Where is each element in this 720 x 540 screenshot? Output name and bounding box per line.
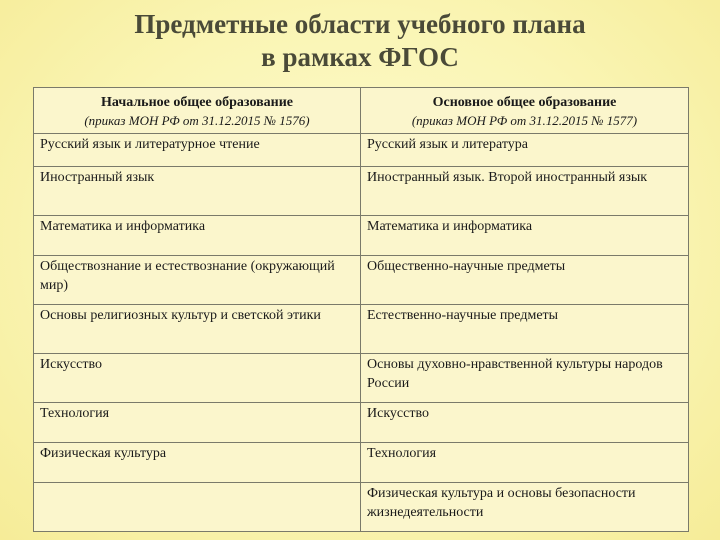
table-cell-basic: Общественно-научные предметы (361, 256, 689, 305)
column-header-basic (361, 88, 689, 134)
table-cell-basic: Основы духовно-нравственной культуры народов России (361, 354, 689, 403)
slide-title-line-1: Предметные области учебного плана (134, 9, 586, 39)
table-cell-primary: Математика и информатика (34, 216, 361, 256)
subject-areas-table (33, 87, 689, 532)
table-cell-primary: Иностранный язык (34, 167, 361, 216)
column-header-primary-order: (приказ МОН РФ от 31.12.2015 № 1576) (84, 113, 310, 128)
table-cell-basic: Иностранный язык. Второй иностранный язык (361, 167, 689, 216)
table-cell-basic: Естественно-научные предметы (361, 305, 689, 354)
table-cell-primary: Русский язык и литературное чтение (34, 134, 361, 167)
table-row (34, 216, 689, 256)
table-cell-primary: Искусство (34, 354, 361, 403)
table-cell-basic: Технология (361, 443, 689, 483)
table-cell-primary: Технология (34, 403, 361, 443)
table-cell-primary: Основы религиозных культур и светской этики (34, 305, 361, 354)
table-row (34, 483, 689, 532)
column-header-basic-title: Основное общее образование (432, 95, 617, 110)
table-cell-primary: Обществознание и естествознание (окружающий мир) (34, 256, 361, 305)
table-cell-basic: Искусство (361, 403, 689, 443)
table-row (34, 134, 689, 167)
table-row (34, 256, 689, 305)
table-cell-basic: Математика и информатика (361, 216, 689, 256)
table-row (34, 167, 689, 216)
table-row (34, 305, 689, 354)
table-row (34, 443, 689, 483)
slide-title (0, 8, 720, 74)
table-cell-basic: Русский язык и литература (361, 134, 689, 167)
table-cell-primary: Физическая культура (34, 443, 361, 483)
table-header-row (34, 88, 689, 134)
table-row (34, 403, 689, 443)
table-cell-primary (34, 483, 361, 532)
table-cell-basic: Физическая культура и основы безопасности жизнедеятельности (361, 483, 689, 532)
table-row (34, 354, 689, 403)
column-header-primary-title: Начальное общее образование (100, 95, 294, 110)
column-header-primary (34, 88, 361, 134)
slide-title-line-2: в рамках ФГОС (261, 42, 459, 72)
column-header-basic-order: (приказ МОН РФ от 31.12.2015 № 1577) (411, 113, 638, 128)
